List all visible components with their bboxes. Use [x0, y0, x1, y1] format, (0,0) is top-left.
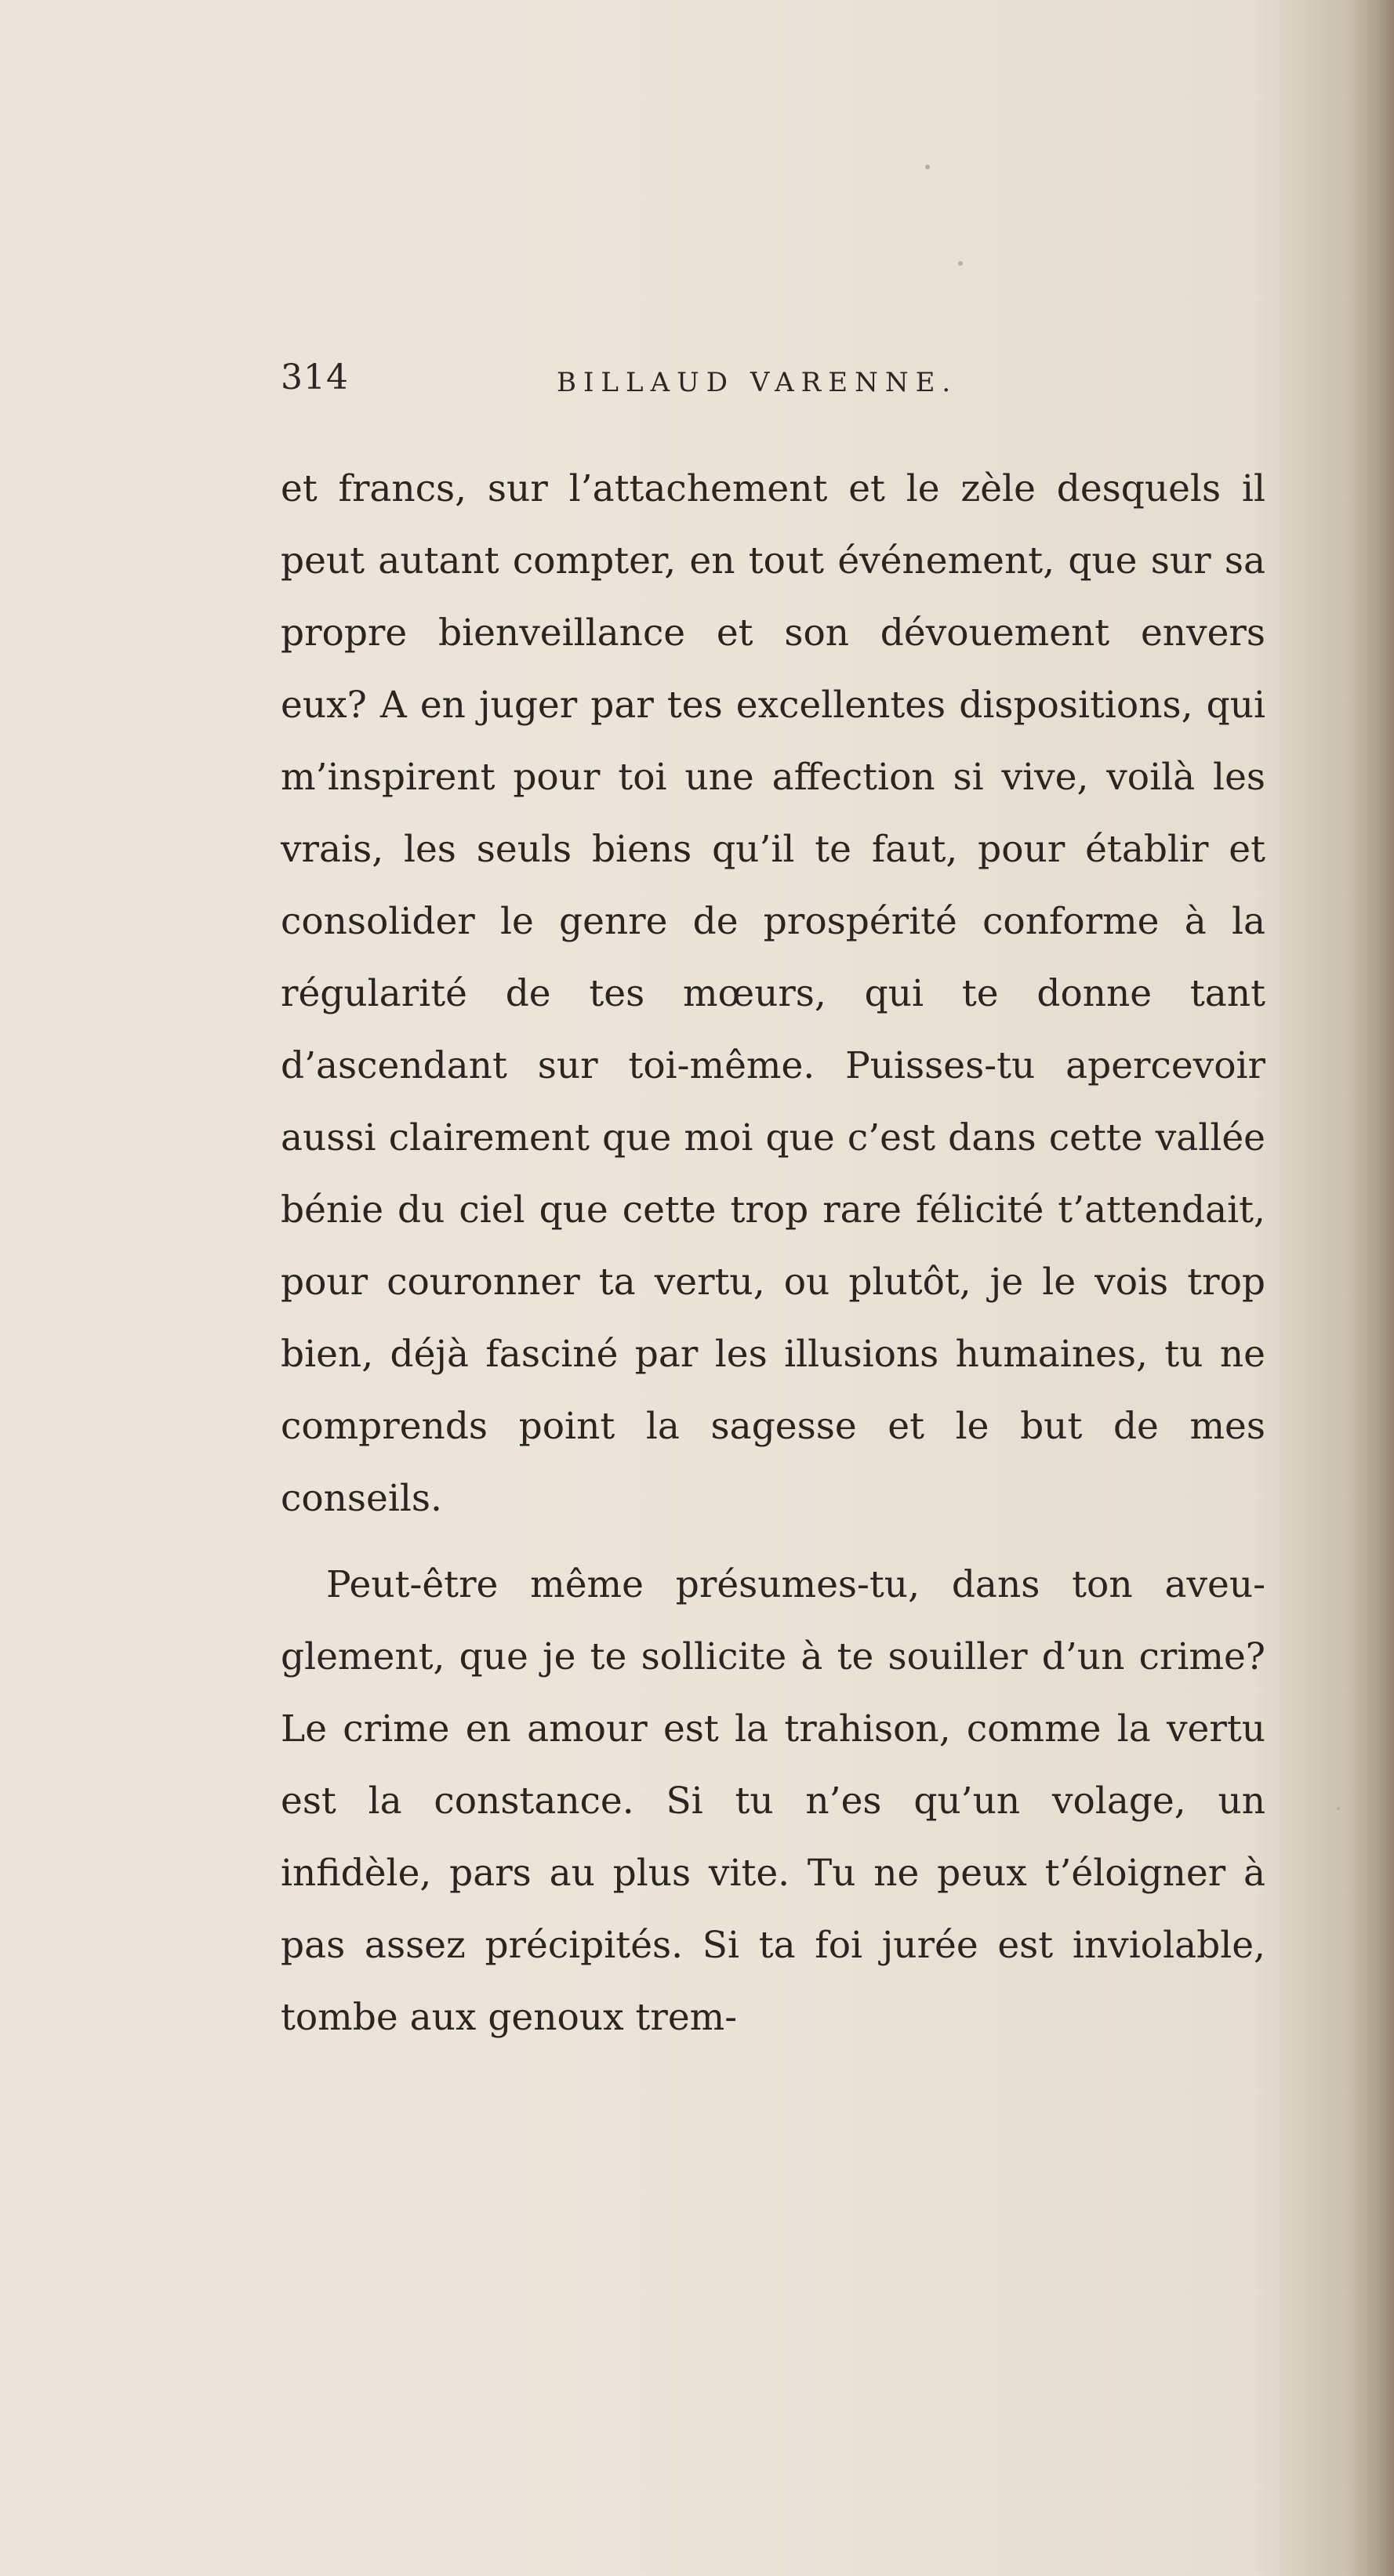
running-title: BILLAUD VARENNE.	[557, 367, 958, 398]
paper-speck	[958, 261, 963, 266]
body-text	[281, 453, 1265, 2054]
paragraph-2: Peut-être même présumes-tu, dans ton aveuglement, que je te sollicite à te souiller d’un crime? Le crime en amour est la trahison, comme la vertu est la constance. Si tu n’es qu’un volage, un infidèle, pars au plus vite. Tu ne peux t’éloigner à pas assez précipités. Si ta foi jurée est inviolable, tombe aux genoux trem-	[281, 1563, 1265, 2039]
page-edge-shadow	[1347, 0, 1394, 2576]
paper-speck	[925, 165, 930, 169]
paragraph-1: et francs, sur l’attachement et le zèle desquels il peut autant compter, en tout événement, que sur sa propre bienveillance et son dévouement envers eux? A en juger par tes excellentes dispositions, qui m’inspirent pour toi une affection si vive, voilà les vrais, les seuls biens qu’il te faut, pour établir et consolider le genre de prospérité conforme à la régularité de tes mœurs, qui te donne tant d’ascendant sur toi-même. Puisses-tu apercevoir aussi clairement que moi que c’est dans cette vallée bénie du ciel que cette trop rare félicité t’attendait, pour couronner ta vertu, ou plutôt, je le vois trop bien, déjà fasciné par les illusions humaines, tu ne comprends point la sagesse et le but de mes conseils.	[281, 467, 1265, 1520]
page-number: 314	[281, 357, 349, 397]
running-head	[281, 351, 1065, 406]
paper-speck	[1337, 1807, 1340, 1810]
